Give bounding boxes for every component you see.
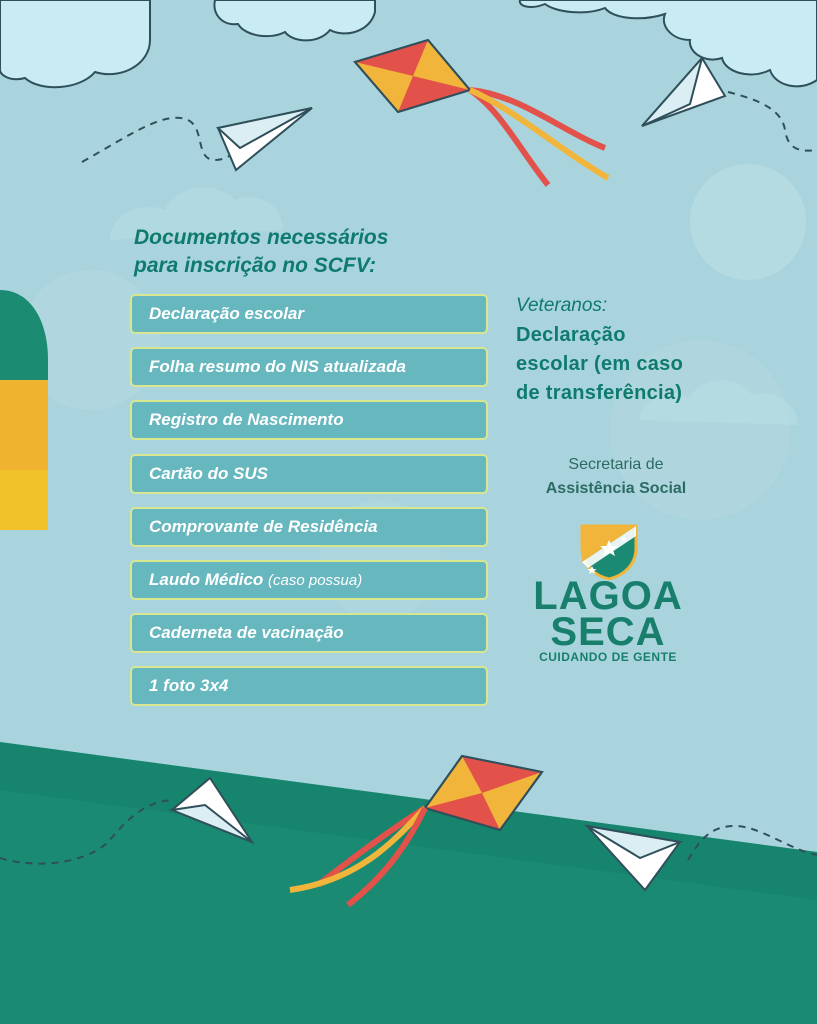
veterans-label: Veteranos: [516,295,608,316]
logo-tagline: CUIDANDO DE GENTE [539,650,677,664]
paper-plane-icon [218,108,312,170]
kite-icon [355,40,608,185]
list-item [130,613,488,653]
document-label: 1 foto 3x4 [149,676,229,696]
document-label: Laudo Médico [149,569,264,589]
document-label: Declaração escolar [149,304,304,323]
veterans-line-1: Declaração [516,324,626,346]
shield-icon [578,522,640,580]
list-item [130,454,488,494]
list-item [130,666,488,706]
document-note: (caso possua) [268,571,363,589]
document-label: Comprovante de Residência [149,516,378,536]
cloud-icon [0,0,150,87]
page-title-line-1: Documentos necessários [134,226,389,249]
logo-wordmark-line-1: LAGOA [533,574,683,618]
list-item [130,560,488,600]
page-title-line-2: para inscrição no SCFV: [134,254,376,277]
veterans-requirement [516,321,736,408]
document-label: Registro de Nascimento [149,410,344,430]
document-label: Caderneta de vacinação [149,623,344,643]
document-label: Cartão do SUS [149,463,269,483]
list-item [130,400,488,440]
cloud-icon [214,0,375,40]
logo-wordmark-line-2: SECA [550,610,666,654]
veterans-line-2: escolar (em caso [516,353,684,375]
list-item [130,347,488,387]
list-item [130,294,488,334]
paper-plane-icon [642,58,725,126]
veterans-line-3: de transferência) [516,382,683,404]
cloud-icon [520,0,817,86]
document-label: Folha resumo do NIS atualizada [149,357,406,377]
list-item [130,507,488,547]
page-title [134,224,474,280]
secretariat-line-1: Secretaria de [568,456,664,473]
secretariat-line-2: Assistência Social [545,480,687,497]
documents-list [130,294,488,720]
